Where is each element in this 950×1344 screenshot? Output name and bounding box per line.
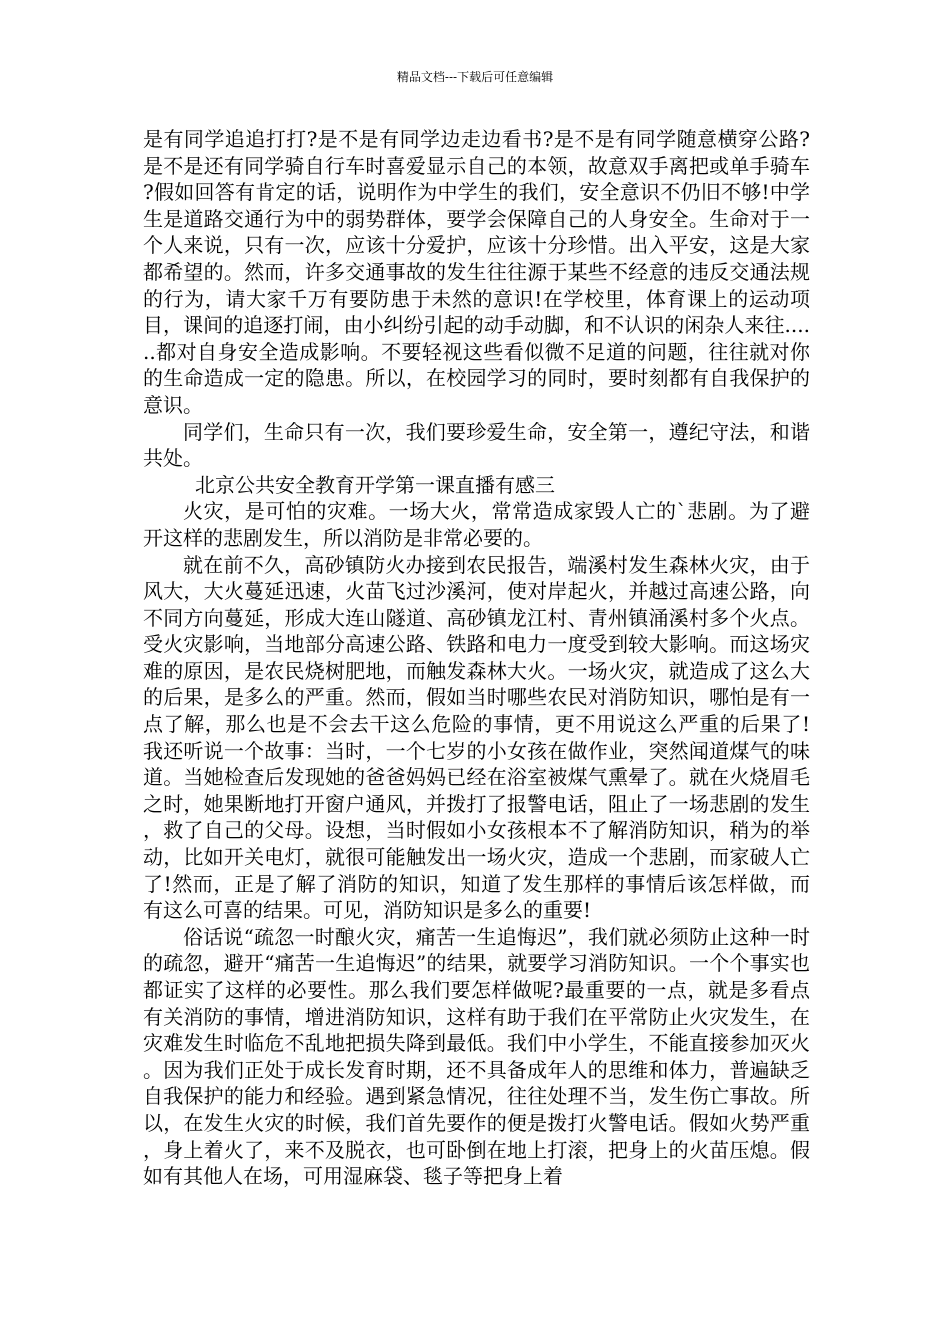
paragraph-continuation: 是有同学追追打打?是不是有同学边走边看书?是不是有同学随意横穿公路?是不是还有同学骑自行车时喜爱显示自己的本领，故意双手离把或单手骑车?假如回答有肯定的话，说明作为中学生的我们，安全意识不仍旧不够!中学生是道路交通行为中的弱势群体，要学会保障自己的人身安全。生命对于一个人来说，只有一次，应该十分爱护，应该十分珍惜。出入平安，这是大家都希望的。然而，许多交通事故的发生往往源于某些不经意的违反交通法规的行为，请大家千万有要防患于未然的意识!在学校里，体育课上的运动项目，课间的追逐打闹，由小纠纷引起的动手动脚，和不认识的闲杂人来往......都对自身安全造成影响。不要轻视这些看似微不足道的问题，往往就对你的生命造成一定的隐患。所以，在校园学习的同时，要时刻都有自我保护的意识。 <box>143 127 810 417</box>
paragraph: 火灾，是可怕的灾难。一场大火，常常造成家毁人亡的`悲剧。为了避开这样的悲剧发生，所以消防是非常必要的。 <box>143 499 810 550</box>
document-body <box>143 126 810 1190</box>
paragraph: 就在前不久，高砂镇防火办接到农民报告，端溪村发生森林火灾，由于风大，大火蔓延迅速，火苗飞过沙溪河，使对岸起火，并越过高速公路，向不同方向蔓延，形成大连山隧道、高砂镇龙江村、青州镇涌溪村多个火点。受火灾影响，当地部分高速公路、铁路和电力一度受到较大影响。而这场灾难的原因，是农民烧树肥地，而触发森林大火。一场火灾，就造成了这么大的后果，是多么的严重。然而，假如当时哪些农民对消防知识，哪怕是有一点了解，那么也是不会去干这么危险的事情，更不用说这么严重的后果了!我还听说一个故事：当时，一个七岁的小女孩在做作业，突然闻道煤气的味道。当她检查后发现她的爸爸妈妈已经在浴室被煤气熏晕了。就在火烧眉毛之时，她果断地打开窗户通风，并拨打了报警电话，阻止了一场悲剧的发生，救了自己的父母。设想，当时假如小女孩根本不了解消防知识，稍为的举动，比如开关电灯，就很可能触发出一场火灾，造成一个悲剧，而家破人亡了!然而，正是了解了消防的知识，知道了发生那样的事情后该怎样做，而有这么可喜的结果。可见，消防知识是多么的重要! <box>143 552 810 923</box>
section-heading: 北京公共安全教育开学第一课直播有感三 <box>195 472 555 497</box>
paragraph: 同学们，生命只有一次，我们要珍爱生命，安全第一，遵纪守法，和谐共处。 <box>143 419 810 471</box>
page-header: 精品文档---下载后可任意编辑 <box>396 70 554 84</box>
paragraph: 俗话说“疏忽一时酿火灾，痛苦一生追悔迟”，我们就必须防止这种一时的疏忽，避开“痛苦一生追悔迟”的结果，就要学习消防知识。一个个事实也都证实了这样的必要性。那么我们要怎样做呢?最重要的一点，就是多看点有关消防的事情，增进消防知识，这样有助于我们在平常防止火灾发生，在灾难发生时临危不乱地把损失降到最低。我们中小学生，不能直接参加灭火。因为我们正处于成长发育时期，还不具备成年人的思维和体力，普遍缺乏自我保护的能力和经验。遇到紧急情况，往往处理不当，发生伤亡事故。所以，在发生火灾的时候，我们首先要作的便是拨打火警电话。假如火势严重，身上着火了，来不及脱衣，也可卧倒在地上打滚，把身上的火苗压熄。假如有其他人在场，可用湿麻袋、毯子等把身上着 <box>143 924 810 1189</box>
